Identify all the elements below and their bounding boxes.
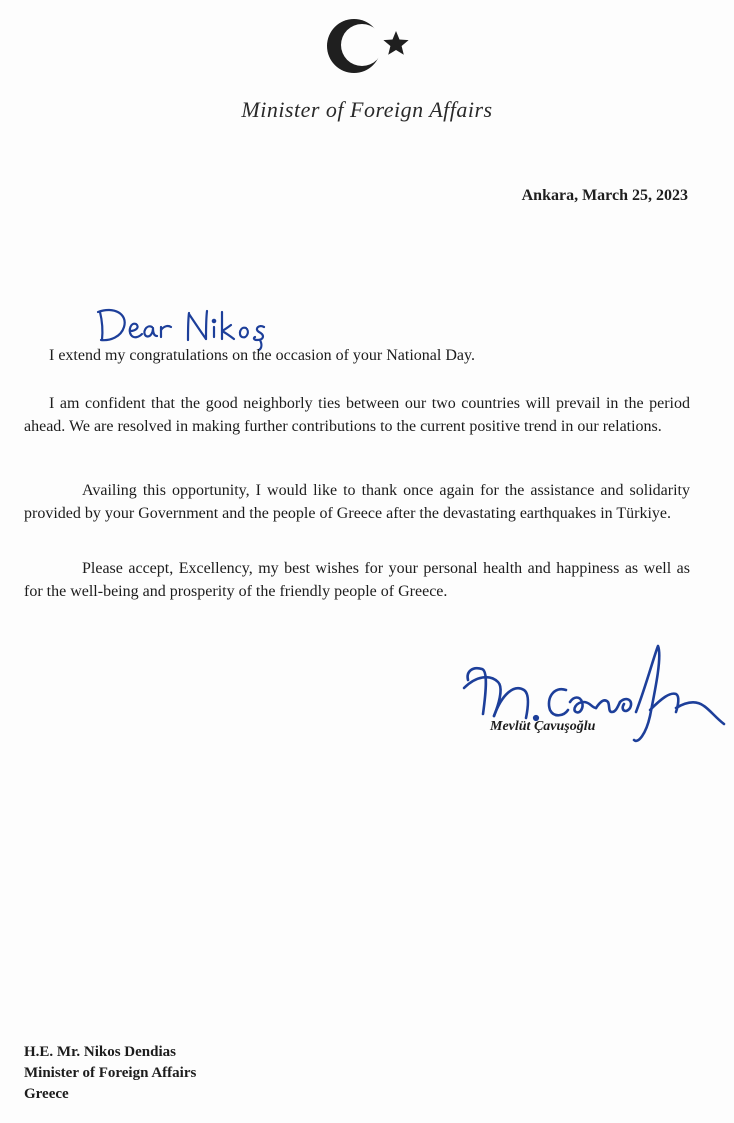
addressee-name: H.E. Mr. Nikos Dendias — [24, 1044, 176, 1060]
letterhead-title: Minister of Foreign Affairs — [241, 97, 493, 122]
date-line: Ankara, March 25, 2023 — [521, 187, 688, 204]
crescent-star-icon — [318, 12, 414, 78]
addressee-country: Greece — [24, 1086, 69, 1102]
body-paragraph: Availing this opportunity, I would like to thank once again for the assistance and solidarity provided by your Government and the people of Greece after the devastating earthquakes in Türkiye. — [24, 482, 690, 522]
body-paragraph: I am confident that the good neighborly ties between our two countries will prevail in the period ahead. We are resolved in making further contributions to the current positive trend in our relations. — [24, 395, 690, 435]
addressee-block — [24, 1042, 196, 1105]
body-paragraph: Please accept, Excellency, my best wishes for your personal health and happiness as well as for the well-being and prosperity of the friendly people of Greece. — [24, 560, 690, 600]
handwritten-signature — [458, 636, 734, 756]
body-paragraph: I extend my congratulations on the occasion of your National Day. — [49, 347, 475, 364]
addressee-title: Minister of Foreign Affairs — [24, 1065, 197, 1081]
signatory-name: Mevlüt Çavuşoğlu — [490, 719, 596, 734]
